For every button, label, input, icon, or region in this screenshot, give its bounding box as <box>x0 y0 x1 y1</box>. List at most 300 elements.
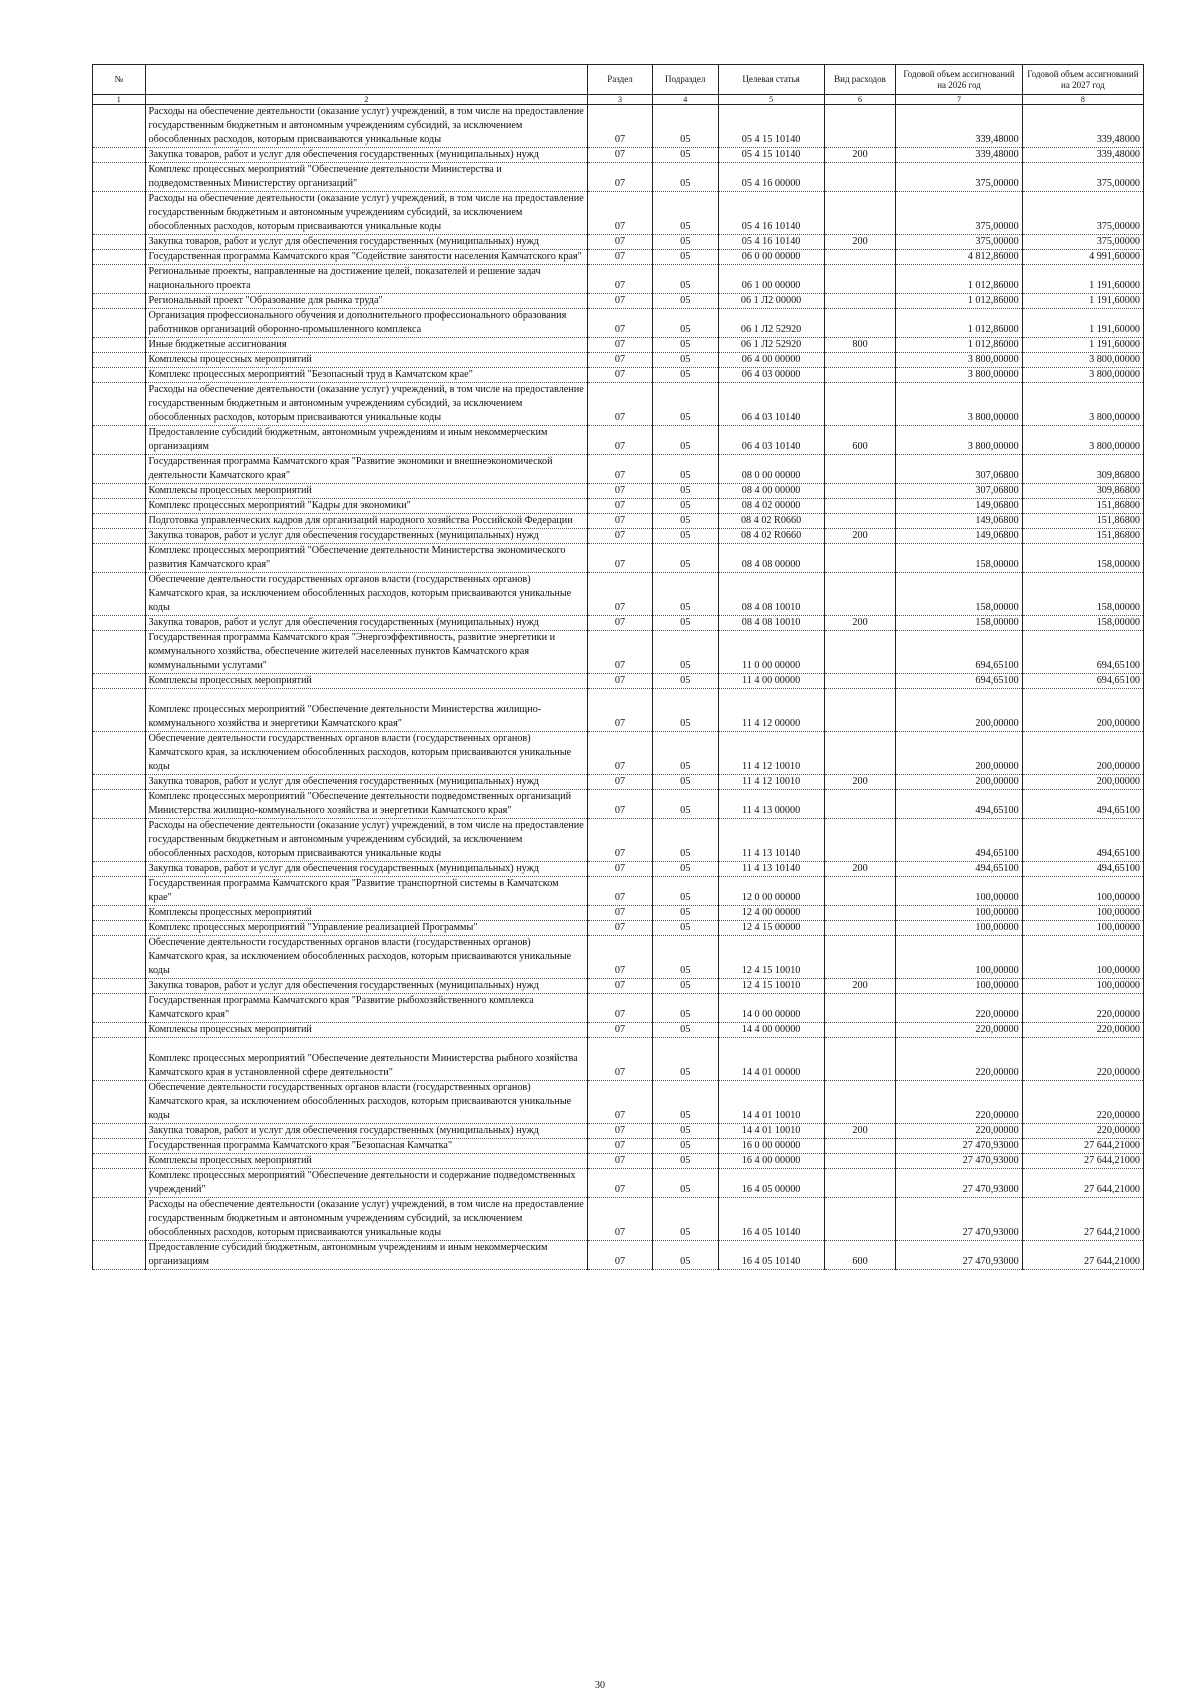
row-expense-type-cell <box>824 689 896 732</box>
row-razdel-cell: 07 <box>588 338 653 353</box>
row-target-article-cell: 16 4 05 00000 <box>718 1169 824 1198</box>
row-razdel-cell: 07 <box>588 1198 653 1241</box>
row-number-cell <box>93 689 146 732</box>
row-podrazdel-cell: 05 <box>652 294 718 309</box>
row-amount-2027-cell: 100,00000 <box>1022 921 1143 936</box>
row-target-article-cell: 06 4 03 10140 <box>718 426 824 455</box>
row-amount-2026-cell: 27 470,93000 <box>896 1139 1022 1154</box>
row-podrazdel-cell: 05 <box>652 426 718 455</box>
row-name-cell: Государственная программа Камчатского края "Развитие рыбохозяйственного комплекса Камчатского края" <box>145 994 588 1023</box>
table-row <box>93 235 1144 250</box>
row-target-article-cell: 06 4 03 00000 <box>718 368 824 383</box>
row-razdel-cell: 07 <box>588 1038 653 1081</box>
row-podrazdel-cell: 05 <box>652 1241 718 1270</box>
row-number-cell <box>93 1038 146 1081</box>
row-number-cell <box>93 790 146 819</box>
row-amount-2026-cell: 3 800,00000 <box>896 353 1022 368</box>
table-row <box>93 250 1144 265</box>
row-number-cell <box>93 484 146 499</box>
row-razdel-cell: 07 <box>588 484 653 499</box>
row-podrazdel-cell: 05 <box>652 338 718 353</box>
row-name-cell: Расходы на обеспечение деятельности (оказание услуг) учреждений, в том числе на предоставление государственным бюджетным и автономным учреждениям субсидий, за исключением обособленных расходов, которым присваиваются уникальные коды <box>145 105 588 148</box>
row-podrazdel-cell: 05 <box>652 674 718 689</box>
row-target-article-cell: 08 4 08 10010 <box>718 573 824 616</box>
row-razdel-cell: 07 <box>588 105 653 148</box>
row-amount-2027-cell: 375,00000 <box>1022 235 1143 250</box>
table-row <box>93 674 1144 689</box>
row-number-cell <box>93 616 146 631</box>
row-razdel-cell: 07 <box>588 732 653 775</box>
row-amount-2026-cell: 307,06800 <box>896 455 1022 484</box>
row-target-article-cell: 05 4 16 00000 <box>718 163 824 192</box>
row-podrazdel-cell: 05 <box>652 906 718 921</box>
row-target-article-cell: 06 1 Л2 00000 <box>718 294 824 309</box>
row-razdel-cell: 07 <box>588 979 653 994</box>
header-razdel: Раздел <box>588 65 653 95</box>
row-name-cell: Комплексы процессных мероприятий <box>145 484 588 499</box>
row-podrazdel-cell: 05 <box>652 631 718 674</box>
row-number-cell <box>93 338 146 353</box>
row-name-cell: Обеспечение деятельности государственных органов власти (государственных органов) Камчатского края, за исключением обособленных расходов, которым присваиваются уникальные коды <box>145 732 588 775</box>
row-expense-type-cell <box>824 1038 896 1081</box>
row-number-cell <box>93 353 146 368</box>
row-name-cell: Расходы на обеспечение деятельности (оказание услуг) учреждений, в том числе на предоставление государственным бюджетным и автономным учреждениям субсидий, за исключением обособленных расходов, которым присваиваются уникальные коды <box>145 819 588 862</box>
row-razdel-cell: 07 <box>588 235 653 250</box>
row-expense-type-cell <box>824 994 896 1023</box>
row-number-cell <box>93 529 146 544</box>
row-amount-2026-cell: 694,65100 <box>896 631 1022 674</box>
header-number: № <box>93 65 146 95</box>
table-row <box>93 148 1144 163</box>
row-amount-2026-cell: 100,00000 <box>896 936 1022 979</box>
row-podrazdel-cell: 05 <box>652 994 718 1023</box>
row-number-cell <box>93 979 146 994</box>
row-razdel-cell: 07 <box>588 573 653 616</box>
row-name-cell: Комплексы процессных мероприятий <box>145 906 588 921</box>
row-number-cell <box>93 1154 146 1169</box>
row-amount-2026-cell: 220,00000 <box>896 1038 1022 1081</box>
row-name-cell: Обеспечение деятельности государственных органов власти (государственных органов) Камчатского края, за исключением обособленных расходов, которым присваиваются уникальные коды <box>145 1081 588 1124</box>
row-number-cell <box>93 250 146 265</box>
row-name-cell: Комплекс процессных мероприятий "Кадры для экономики" <box>145 499 588 514</box>
row-amount-2027-cell: 220,00000 <box>1022 994 1143 1023</box>
row-name-cell: Комплекс процессных мероприятий "Безопасный труд в Камчатском крае" <box>145 368 588 383</box>
row-razdel-cell: 07 <box>588 674 653 689</box>
row-number-cell <box>93 148 146 163</box>
table-row <box>93 163 1144 192</box>
row-podrazdel-cell: 05 <box>652 862 718 877</box>
table-row <box>93 1023 1144 1038</box>
row-number-cell <box>93 994 146 1023</box>
row-amount-2027-cell: 100,00000 <box>1022 906 1143 921</box>
row-razdel-cell: 07 <box>588 309 653 338</box>
row-razdel-cell: 07 <box>588 1139 653 1154</box>
row-podrazdel-cell: 05 <box>652 484 718 499</box>
row-razdel-cell: 07 <box>588 921 653 936</box>
row-number-cell <box>93 294 146 309</box>
row-target-article-cell: 11 4 12 10010 <box>718 775 824 790</box>
table-row <box>93 819 1144 862</box>
table-row <box>93 426 1144 455</box>
row-amount-2027-cell: 3 800,00000 <box>1022 353 1143 368</box>
row-target-article-cell: 12 4 15 10010 <box>718 979 824 994</box>
row-target-article-cell: 14 4 01 00000 <box>718 1038 824 1081</box>
row-target-article-cell: 11 4 12 10010 <box>718 732 824 775</box>
table-row <box>93 1198 1144 1241</box>
column-number-row <box>93 95 1144 105</box>
row-razdel-cell: 07 <box>588 819 653 862</box>
row-amount-2027-cell: 494,65100 <box>1022 862 1143 877</box>
row-name-cell: Расходы на обеспечение деятельности (оказание услуг) учреждений, в том числе на предоставление государственным бюджетным и автономным учреждениям субсидий, за исключением обособленных расходов, которым присваиваются уникальные коды <box>145 1198 588 1241</box>
row-name-cell: Закупка товаров, работ и услуг для обеспечения государственных (муниципальных) нужд <box>145 616 588 631</box>
row-podrazdel-cell: 05 <box>652 1139 718 1154</box>
row-razdel-cell: 07 <box>588 426 653 455</box>
row-target-article-cell: 12 4 00 00000 <box>718 906 824 921</box>
row-name-cell: Закупка товаров, работ и услуг для обеспечения государственных (муниципальных) нужд <box>145 775 588 790</box>
table-row <box>93 455 1144 484</box>
row-amount-2026-cell: 100,00000 <box>896 877 1022 906</box>
table-row <box>93 1038 1144 1081</box>
table-row <box>93 265 1144 294</box>
row-razdel-cell: 07 <box>588 514 653 529</box>
row-number-cell <box>93 368 146 383</box>
row-razdel-cell: 07 <box>588 1124 653 1139</box>
row-expense-type-cell <box>824 455 896 484</box>
row-amount-2027-cell: 100,00000 <box>1022 979 1143 994</box>
row-number-cell <box>93 544 146 573</box>
budget-table <box>92 64 1144 1270</box>
row-amount-2026-cell: 200,00000 <box>896 689 1022 732</box>
table-row <box>93 1081 1144 1124</box>
row-podrazdel-cell: 05 <box>652 163 718 192</box>
row-name-cell: Региональные проекты, направленные на достижение целей, показателей и решение задач национального проекта <box>145 265 588 294</box>
header-name <box>145 65 588 95</box>
row-razdel-cell: 07 <box>588 455 653 484</box>
row-number-cell <box>93 819 146 862</box>
row-razdel-cell: 07 <box>588 906 653 921</box>
row-target-article-cell: 05 4 16 10140 <box>718 235 824 250</box>
row-target-article-cell: 14 4 00 00000 <box>718 1023 824 1038</box>
row-number-cell <box>93 1023 146 1038</box>
row-number-cell <box>93 674 146 689</box>
row-target-article-cell: 08 4 08 00000 <box>718 544 824 573</box>
row-amount-2026-cell: 27 470,93000 <box>896 1241 1022 1270</box>
table-row <box>93 338 1144 353</box>
row-amount-2027-cell: 27 644,21000 <box>1022 1241 1143 1270</box>
row-name-cell: Государственная программа Камчатского края "Развитие транспортной системы в Камчатском крае" <box>145 877 588 906</box>
table-row <box>93 906 1144 921</box>
row-razdel-cell: 07 <box>588 265 653 294</box>
row-target-article-cell: 06 4 00 00000 <box>718 353 824 368</box>
row-razdel-cell: 07 <box>588 163 653 192</box>
row-podrazdel-cell: 05 <box>652 616 718 631</box>
row-razdel-cell: 07 <box>588 1169 653 1198</box>
row-amount-2027-cell: 309,86800 <box>1022 455 1143 484</box>
row-expense-type-cell <box>824 790 896 819</box>
row-amount-2026-cell: 200,00000 <box>896 775 1022 790</box>
table-row <box>93 573 1144 616</box>
row-expense-type-cell <box>824 877 896 906</box>
table-row <box>93 484 1144 499</box>
row-expense-type-cell <box>824 921 896 936</box>
column-number: 8 <box>1022 95 1143 105</box>
row-name-cell: Комплекс процессных мероприятий "Обеспечение деятельности подведомственных организаций Министерства жилищно-коммунального хозяйства и энергетики Камчатского края" <box>145 790 588 819</box>
row-target-article-cell: 06 1 00 00000 <box>718 265 824 294</box>
row-expense-type-cell <box>824 163 896 192</box>
row-amount-2026-cell: 339,48000 <box>896 148 1022 163</box>
row-expense-type-cell: 800 <box>824 338 896 353</box>
table-row <box>93 294 1144 309</box>
row-podrazdel-cell: 05 <box>652 265 718 294</box>
row-name-cell: Расходы на обеспечение деятельности (оказание услуг) учреждений, в том числе на предоставление государственным бюджетным и автономным учреждениям субсидий, за исключением обособленных расходов, которым присваиваются уникальные коды <box>145 383 588 426</box>
row-razdel-cell: 07 <box>588 1023 653 1038</box>
row-number-cell <box>93 732 146 775</box>
row-razdel-cell: 07 <box>588 994 653 1023</box>
row-razdel-cell: 07 <box>588 790 653 819</box>
row-number-cell <box>93 309 146 338</box>
row-expense-type-cell: 200 <box>824 775 896 790</box>
row-podrazdel-cell: 05 <box>652 1038 718 1081</box>
row-podrazdel-cell: 05 <box>652 1154 718 1169</box>
row-target-article-cell: 11 4 12 00000 <box>718 689 824 732</box>
row-expense-type-cell <box>824 906 896 921</box>
row-amount-2026-cell: 200,00000 <box>896 732 1022 775</box>
row-expense-type-cell <box>824 499 896 514</box>
row-podrazdel-cell: 05 <box>652 921 718 936</box>
row-target-article-cell: 12 4 15 10010 <box>718 936 824 979</box>
row-target-article-cell: 08 4 02 R0660 <box>718 529 824 544</box>
row-target-article-cell: 05 4 15 10140 <box>718 105 824 148</box>
row-number-cell <box>93 514 146 529</box>
row-amount-2027-cell: 158,00000 <box>1022 544 1143 573</box>
row-number-cell <box>93 383 146 426</box>
row-target-article-cell: 08 4 02 R0660 <box>718 514 824 529</box>
row-podrazdel-cell: 05 <box>652 353 718 368</box>
table-row <box>93 616 1144 631</box>
table-row <box>93 514 1144 529</box>
row-name-cell: Расходы на обеспечение деятельности (оказание услуг) учреждений, в том числе на предоставление государственным бюджетным и автономным учреждениям субсидий, за исключением обособленных расходов, которым присваиваются уникальные коды <box>145 192 588 235</box>
row-expense-type-cell <box>824 573 896 616</box>
row-amount-2026-cell: 220,00000 <box>896 1081 1022 1124</box>
row-podrazdel-cell: 05 <box>652 499 718 514</box>
row-expense-type-cell: 200 <box>824 862 896 877</box>
row-number-cell <box>93 1241 146 1270</box>
row-amount-2026-cell: 307,06800 <box>896 484 1022 499</box>
row-podrazdel-cell: 05 <box>652 383 718 426</box>
row-name-cell: Государственная программа Камчатского края "Содействие занятости населения Камчатского края" <box>145 250 588 265</box>
row-amount-2026-cell: 375,00000 <box>896 235 1022 250</box>
row-podrazdel-cell: 05 <box>652 544 718 573</box>
row-expense-type-cell <box>824 936 896 979</box>
row-amount-2026-cell: 375,00000 <box>896 163 1022 192</box>
row-amount-2026-cell: 158,00000 <box>896 544 1022 573</box>
row-name-cell: Комплекс процессных мероприятий "Обеспечение деятельности и содержание подведомственных учреждений" <box>145 1169 588 1198</box>
row-number-cell <box>93 265 146 294</box>
row-expense-type-cell <box>824 732 896 775</box>
row-expense-type-cell <box>824 250 896 265</box>
row-target-article-cell: 06 4 03 10140 <box>718 383 824 426</box>
row-amount-2026-cell: 100,00000 <box>896 921 1022 936</box>
row-razdel-cell: 07 <box>588 1241 653 1270</box>
row-amount-2026-cell: 27 470,93000 <box>896 1198 1022 1241</box>
row-target-article-cell: 16 4 05 10140 <box>718 1198 824 1241</box>
column-number: 5 <box>718 95 824 105</box>
row-amount-2027-cell: 375,00000 <box>1022 163 1143 192</box>
header-expense-type: Вид расходов <box>824 65 896 95</box>
table-row <box>93 979 1144 994</box>
table-row <box>93 1154 1144 1169</box>
row-razdel-cell: 07 <box>588 529 653 544</box>
row-amount-2026-cell: 3 800,00000 <box>896 368 1022 383</box>
row-podrazdel-cell: 05 <box>652 105 718 148</box>
row-amount-2027-cell: 27 644,21000 <box>1022 1154 1143 1169</box>
row-amount-2027-cell: 1 191,60000 <box>1022 309 1143 338</box>
row-expense-type-cell <box>824 1081 896 1124</box>
row-name-cell: Организация профессионального обучения и дополнительного профессионального образования работников организаций оборонно-промышленного комплекса <box>145 309 588 338</box>
row-amount-2026-cell: 149,06800 <box>896 499 1022 514</box>
row-expense-type-cell <box>824 1023 896 1038</box>
row-amount-2026-cell: 494,65100 <box>896 790 1022 819</box>
row-name-cell: Государственная программа Камчатского края "Развитие экономики и внешнеэкономической деятельности Камчатского края" <box>145 455 588 484</box>
row-amount-2027-cell: 151,86800 <box>1022 514 1143 529</box>
row-podrazdel-cell: 05 <box>652 192 718 235</box>
row-amount-2027-cell: 220,00000 <box>1022 1081 1143 1124</box>
row-podrazdel-cell: 05 <box>652 979 718 994</box>
row-amount-2026-cell: 220,00000 <box>896 994 1022 1023</box>
row-target-article-cell: 06 0 00 00000 <box>718 250 824 265</box>
row-name-cell: Закупка товаров, работ и услуг для обеспечения государственных (муниципальных) нужд <box>145 979 588 994</box>
table-row <box>93 1124 1144 1139</box>
row-podrazdel-cell: 05 <box>652 368 718 383</box>
column-number: 2 <box>145 95 588 105</box>
row-amount-2027-cell: 1 191,60000 <box>1022 338 1143 353</box>
row-number-cell <box>93 631 146 674</box>
row-target-article-cell: 16 4 00 00000 <box>718 1154 824 1169</box>
row-expense-type-cell: 600 <box>824 1241 896 1270</box>
row-target-article-cell: 12 4 15 00000 <box>718 921 824 936</box>
table-row <box>93 862 1144 877</box>
row-expense-type-cell <box>824 1154 896 1169</box>
row-amount-2027-cell: 27 644,21000 <box>1022 1198 1143 1241</box>
budget-table-page <box>92 64 1144 1270</box>
row-target-article-cell: 08 0 00 00000 <box>718 455 824 484</box>
row-expense-type-cell <box>824 544 896 573</box>
row-target-article-cell: 11 4 13 10140 <box>718 862 824 877</box>
row-number-cell <box>93 455 146 484</box>
row-amount-2027-cell: 694,65100 <box>1022 631 1143 674</box>
row-name-cell: Закупка товаров, работ и услуг для обеспечения государственных (муниципальных) нужд <box>145 148 588 163</box>
column-number: 7 <box>896 95 1022 105</box>
row-amount-2027-cell: 339,48000 <box>1022 105 1143 148</box>
table-row <box>93 994 1144 1023</box>
row-expense-type-cell <box>824 265 896 294</box>
table-row <box>93 877 1144 906</box>
row-expense-type-cell: 200 <box>824 148 896 163</box>
row-expense-type-cell: 200 <box>824 616 896 631</box>
row-razdel-cell: 07 <box>588 294 653 309</box>
row-amount-2027-cell: 494,65100 <box>1022 790 1143 819</box>
table-row <box>93 1139 1144 1154</box>
row-number-cell <box>93 1139 146 1154</box>
table-row <box>93 689 1144 732</box>
row-podrazdel-cell: 05 <box>652 1023 718 1038</box>
row-name-cell: Закупка товаров, работ и услуг для обеспечения государственных (муниципальных) нужд <box>145 862 588 877</box>
row-podrazdel-cell: 05 <box>652 1169 718 1198</box>
row-number-cell <box>93 877 146 906</box>
row-razdel-cell: 07 <box>588 544 653 573</box>
row-podrazdel-cell: 05 <box>652 529 718 544</box>
row-amount-2027-cell: 100,00000 <box>1022 936 1143 979</box>
row-amount-2026-cell: 1 012,86000 <box>896 294 1022 309</box>
row-razdel-cell: 07 <box>588 689 653 732</box>
row-target-article-cell: 06 1 Л2 52920 <box>718 338 824 353</box>
row-amount-2027-cell: 151,86800 <box>1022 499 1143 514</box>
row-expense-type-cell <box>824 353 896 368</box>
row-number-cell <box>93 499 146 514</box>
row-target-article-cell: 14 4 01 10010 <box>718 1081 824 1124</box>
row-number-cell <box>93 1169 146 1198</box>
row-amount-2026-cell: 220,00000 <box>896 1023 1022 1038</box>
row-target-article-cell: 08 4 02 00000 <box>718 499 824 514</box>
table-row <box>93 368 1144 383</box>
row-podrazdel-cell: 05 <box>652 775 718 790</box>
row-amount-2026-cell: 494,65100 <box>896 819 1022 862</box>
table-row <box>93 309 1144 338</box>
row-number-cell <box>93 235 146 250</box>
row-expense-type-cell <box>824 1139 896 1154</box>
row-number-cell <box>93 1124 146 1139</box>
row-amount-2027-cell: 151,86800 <box>1022 529 1143 544</box>
table-row <box>93 936 1144 979</box>
row-number-cell <box>93 936 146 979</box>
row-name-cell: Комплекс процессных мероприятий "Обеспечение деятельности Министерства рыбного хозяйства Камчатского края в установленной сфере деятельности" <box>145 1038 588 1081</box>
row-amount-2026-cell: 220,00000 <box>896 1124 1022 1139</box>
row-expense-type-cell <box>824 294 896 309</box>
column-number: 1 <box>93 95 146 105</box>
table-row <box>93 790 1144 819</box>
row-target-article-cell: 11 4 13 00000 <box>718 790 824 819</box>
row-amount-2027-cell: 3 800,00000 <box>1022 368 1143 383</box>
row-amount-2027-cell: 200,00000 <box>1022 689 1143 732</box>
row-expense-type-cell: 200 <box>824 1124 896 1139</box>
row-amount-2026-cell: 149,06800 <box>896 529 1022 544</box>
row-expense-type-cell <box>824 1169 896 1198</box>
header-podrazdel: Подраздел <box>652 65 718 95</box>
row-expense-type-cell <box>824 674 896 689</box>
row-podrazdel-cell: 05 <box>652 514 718 529</box>
row-amount-2027-cell: 339,48000 <box>1022 148 1143 163</box>
row-name-cell: Комплексы процессных мероприятий <box>145 674 588 689</box>
column-number: 4 <box>652 95 718 105</box>
row-amount-2027-cell: 158,00000 <box>1022 573 1143 616</box>
row-amount-2026-cell: 100,00000 <box>896 906 1022 921</box>
row-amount-2026-cell: 3 800,00000 <box>896 383 1022 426</box>
row-expense-type-cell: 200 <box>824 979 896 994</box>
row-target-article-cell: 08 4 08 10010 <box>718 616 824 631</box>
row-amount-2026-cell: 339,48000 <box>896 105 1022 148</box>
row-razdel-cell: 07 <box>588 616 653 631</box>
row-number-cell <box>93 426 146 455</box>
row-number-cell <box>93 1198 146 1241</box>
row-amount-2027-cell: 220,00000 <box>1022 1023 1143 1038</box>
row-amount-2027-cell: 100,00000 <box>1022 877 1143 906</box>
row-razdel-cell: 07 <box>588 862 653 877</box>
row-expense-type-cell <box>824 631 896 674</box>
row-podrazdel-cell: 05 <box>652 877 718 906</box>
row-name-cell: Комплексы процессных мероприятий <box>145 1023 588 1038</box>
header-row <box>93 65 1144 95</box>
table-row <box>93 1169 1144 1198</box>
